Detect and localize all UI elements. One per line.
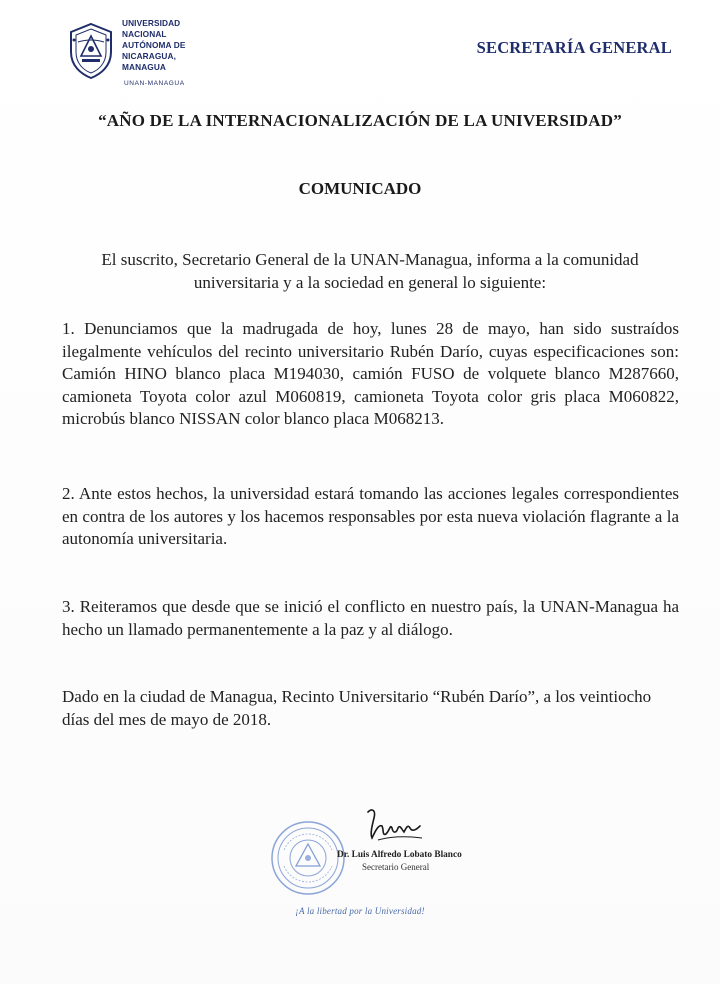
signer-name: Dr. Luis Alfredo Lobato Blanco (337, 850, 462, 860)
year-motto: “AÑO DE LA INTERNACIONALIZACIÓN DE LA UNIVERSIDAD” (98, 111, 622, 130)
university-logo (68, 14, 238, 90)
paragraph-2: 2. Ante estos hechos, la universidad estará tomando las acciones legales correspondientes en contra de los autores y los hacemos responsables por esta nueva violación flagrante a la autonomía universitaria. (62, 484, 679, 548)
document-title: COMUNICADO (298, 179, 422, 198)
university-name (122, 18, 185, 73)
university-name-line: UNIVERSIDAD (122, 18, 181, 28)
paragraph-3: 3. Reiteramos que desde que se inició el conflicto en nuestro país, la UNAN-Managua ha hecho un llamado permanentemente a la paz y al diálogo. (62, 597, 679, 639)
handwritten-signature-icon (362, 806, 426, 842)
footer-motto: ¡A la libertad por la Universidad! (295, 906, 425, 916)
university-name-line: NACIONAL (122, 29, 167, 39)
department-heading: SECRETARÍA GENERAL (476, 38, 672, 57)
official-stamp-icon (270, 820, 346, 896)
signer-role: Secretario General (362, 862, 430, 872)
university-name-line: AUTÓNOMA DE (122, 40, 186, 50)
university-seal-icon (68, 22, 114, 80)
closing-paragraph: Dado en la ciudad de Managua, Recinto Universitario “Rubén Darío”, a los veintiocho días del mes de mayo de 2018. (62, 687, 652, 729)
university-name-line: MANAGUA (122, 62, 167, 72)
university-abbreviation: UNAN-MANAGUA (124, 80, 185, 87)
paragraph-1: 1. Denunciamos que la madrugada de hoy, lunes 28 de mayo, han sido sustraídos ilegalmente vehículos del recinto universitario Rubén Darío, cuyas especificaciones son: Camión HINO blanco placa M194030, camión FUSO de volquete blanco M287660, camioneta Toyota color azul M060819, camioneta Toyota color gris placa M060822, microbús blanco NISSAN color blanco placa M068213. (62, 319, 679, 428)
intro-paragraph: El suscrito, Secretario General de la UNAN-Managua, informa a la comunidad universitaria y a la sociedad en general lo siguiente: (101, 250, 639, 292)
university-name-line: NICARAGUA, (122, 51, 177, 61)
